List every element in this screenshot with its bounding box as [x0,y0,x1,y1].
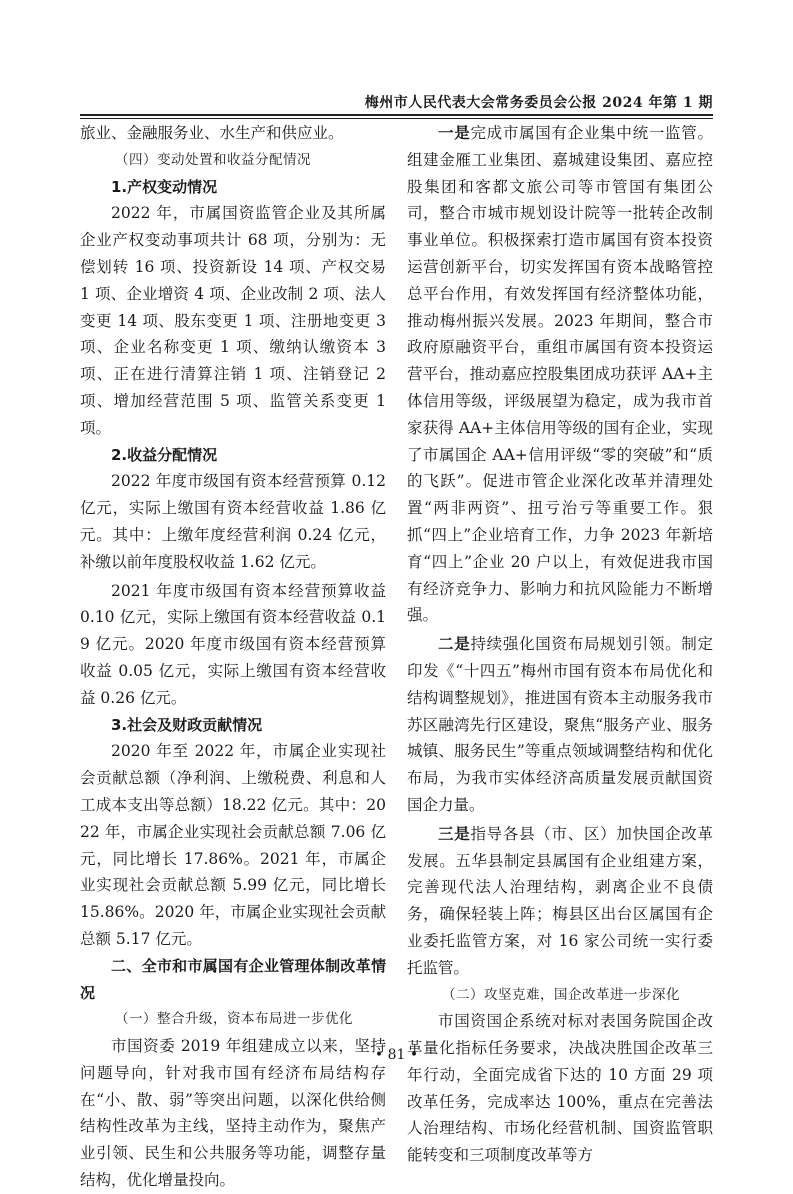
paragraph: 2022 年，市属国资监管企业及其所属企业产权变动事项共计 68 项，分别为：无偿划转 16 项、投资新设 14 项、产权交易 1 项、企业增资 4 项、企业改制 2 项、法人变更 14 项、股东变更 1 项、注册地变更 3 项、企业名称变更 1 项、缴纳认缴资本 3 项、正在进行清算注销 1 项、注销登记 2 项、增加经营范围 5 项、监管关系变更 1 项。 [80,204,386,437]
journal-header: 梅州市人民代表大会常务委员会公报 2024 年第 1 期 [364,95,713,111]
paragraph-lead: 二是 [438,635,471,654]
sub-heading: 1.产权变动情况 [111,177,218,196]
sub-heading: 3.社会及财政贡献情况 [111,715,263,734]
section-heading: （二）攻坚克难，国企改革进一步深化 [442,986,680,1003]
paragraph-body: 完成市属国有企业集中统一监管。组建金雁工业集团、嘉城建设集团、嘉应控股集团和客都文旅公司等市管国有集团公司，整合市城市规划设计院等一批转企改制事业单位。积极探索打造市属国有资本投资运营创新平台，切实发挥国有资本战略管控总平台作用，有效发挥国有经济整体功能，推动梅州振兴发展。2023 年期间，整合市政府原融资平台，重组市属国有资本投资运营平台，推动嘉应控股集团成功获评 AA+主体信用等级，评级展望为稳定，成为我市首家获得 AA+主体信用等级的国有企业，实现了市属国企 AA+信用评级“零的突破”和“质的飞跃”。促进市管企业深化改革并清理处置“两非两资”、扭亏治亏等重要工作。狠抓“四上”企业培育工作，力争 2023 年新培育“四上”企业 20 户以上，有效促进我市国有经济竞争力、影响力和抗风险能力不断增强。 [407,124,713,625]
section-heading: 二、全市和市属国有企业管理体制改革情况 [80,956,386,1002]
right-column [407,120,713,1169]
paragraph: 市国资国企系统对标对表国务院国企改革量化指标任务要求，决战决胜国企改革三年行动，全面完成省下达的 10 方面 29 项改革任务，完成率达 100%，重点在完善法人治理结构、市场化经营机制、国资监管职能转变和三项制度改革等方 [407,1012,713,1165]
paragraph [407,821,713,982]
left-column [80,120,386,1194]
section-heading: （一）整合升级，资本布局进一步优化 [115,1011,353,1028]
paragraph: 市国资委 2019 年组建成立以来，坚持问题导向，针对我市国有经济布局结构存在“小、散、弱”等突出问题，以深化供给侧结构性改革为主线，坚持主动作为，聚焦产业引领、民生和公共服务等功能，调整存量结构，优化增量投向。 [80,1037,386,1190]
paragraph-lead: 一是 [438,124,471,142]
paragraph: 旅业、金融服务业、水生产和供应业。 [80,124,344,142]
paragraph [407,120,713,629]
paragraph-lead: 三是 [438,824,471,843]
paragraph: 2021 年度市级国有资本经营预算收益 0.10 亿元，实际上缴国有资本经营收益 0.19 亿元。2020 年度市级国有资本经营预算收益 0.05 亿元，实际上缴国有资本经营收益 0.26 亿元。 [80,581,386,707]
header-rule-thick [80,114,713,116]
paragraph: 2022 年度市级国有资本经营预算 0.12 亿元，实际上缴国有资本经营收益 1.86 亿元。其中：上缴年度经营利润 0.24 亿元，补缴以前年度股权收益 1.62 亿元。 [80,472,386,571]
paragraph-body: 指导各县（市、区）加快国企改革发展。五华县制定县属国有企业组建方案，完善现代法人治理结构，剥离企业不良债务，确保轻装上阵；梅县区出台区属国有企业委托监管方案，对 16 家公司统一实行委托监管。 [407,824,713,977]
paragraph: 2020 年至 2022 年，市属企业实现社会贡献总额（净利润、上缴税费、利息和人工成本支出等总额）18.22 亿元。其中：2022 年，市属企业实现社会贡献总额 7.06 亿元，同比增长 17.86%。2021 年，市属企业实现社会贡献总额 5.99 亿元，同比增长 15.86%。2020 年，市属企业实现社会贡献总额 5.17 亿元。 [80,742,386,948]
paragraph-body: 持续强化国资布局规划引领。制定印发《“十四五”梅州市国有资本布局优化和结构调整规划》，推进国有资本主动服务我市苏区融湾先行区建设，聚焦“服务产业、服务城镇、服务民生”等重点领域调整结构和优化布局，为我市实体经济高质量发展贡献国资国企力量。 [407,635,713,814]
sub-heading: 2.收益分配情况 [111,445,218,464]
header-rule-thin [80,118,713,119]
page-number: • 81 • [374,1047,419,1063]
paragraph [407,631,713,819]
section-heading: （四）变动处置和收益分配情况 [115,151,311,168]
